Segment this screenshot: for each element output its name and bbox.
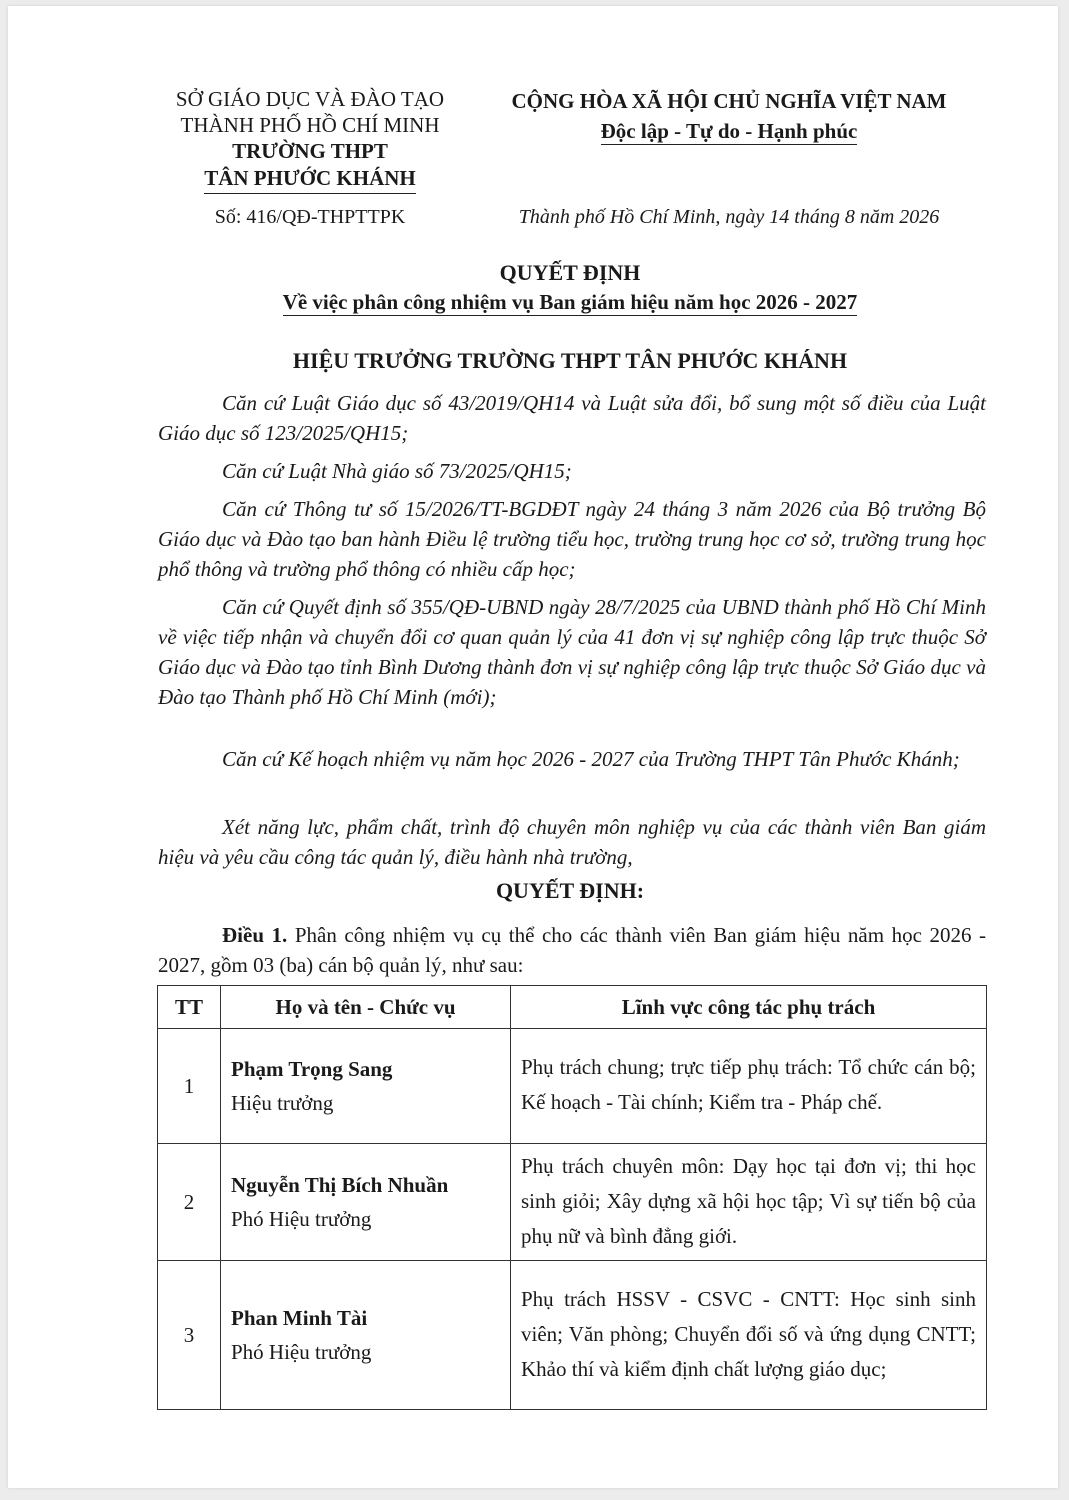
national-motto: Độc lập - Tự do - Hạnh phúc [600,119,858,143]
legal-basis-2: Căn cứ Luật Nhà giáo số 73/2025/QH15; [222,459,572,483]
header-name-position: Họ và tên - Chức vụ [221,986,511,1029]
document-subject: Về việc phân công nhiệm vụ Ban giám hiệu năm học 2026 - 2027 [282,290,858,314]
row-number: 3 [158,1261,221,1410]
consideration-clause: Xét năng lực, phẩm chất, trình độ chuyên môn nghiệp vụ của các thành viên Ban giám hiệu và yêu cầu công tác quản lý, điều hành nhà trường, [158,815,986,869]
country-name: CỘNG HÒA XÃ HỘI CHỦ NGHĨA VIỆT NAM [511,89,947,113]
document-subject-wrap [150,290,990,316]
article-1 [158,920,986,980]
duty-cell: Phụ trách chuyên môn: Dạy học tại đơn vị; thi học sinh giỏi; Xây dựng xã hội học tập; Vì sự tiến bộ của phụ nữ và bình đẳng giới. [511,1144,987,1261]
row-number: 1 [158,1029,221,1144]
table-row [158,1029,987,1144]
table-row [158,1144,987,1261]
legal-basis-3: Căn cứ Thông tư số 15/2026/TT-BGDĐT ngày 24 tháng 3 năm 2026 của Bộ trưởng Bộ Giáo dục và Đào tạo ban hành Điều lệ trường tiểu học, trường trung học cơ sở, trường trung học phổ thông và trường phổ thông có nhiều cấp học; [158,497,986,581]
member-position: Phó Hiệu trưởng [231,1340,372,1364]
assignment-table [157,985,987,1410]
issuing-authority [150,86,470,194]
member-position: Phó Hiệu trưởng [231,1207,372,1231]
member-name: Nguyễn Thị Bích Nhuần [231,1173,449,1197]
member-cell [221,1144,511,1261]
document-title: QUYẾT ĐỊNH [499,260,641,285]
duty-cell: Phụ trách HSSV - CSVC - CNTT: Học sinh sinh viên; Văn phòng; Chuyển đổi số và ứng dụng CNTT; Khảo thí và kiểm định chất lượng giáo dục; [511,1261,987,1410]
document-number: Số: 416/QĐ-THPTTPK [214,206,406,228]
header-duty: Lĩnh vực công tác phụ trách [511,986,987,1029]
issuing-position: HIỆU TRƯỞNG TRƯỜNG THPT TÂN PHƯỚC KHÁNH [292,348,848,373]
school-line-2: TÂN PHƯỚC KHÁNH [204,165,416,194]
school-line-1: TRƯỜNG THPT [232,139,388,163]
school-line-2-wrap [150,165,470,194]
table-header-row [158,986,987,1029]
legal-basis-1: Căn cứ Luật Giáo dục số 43/2019/QH14 và Luật sửa đổi, bổ sung một số điều của Luật Giáo dục số 123/2025/QH15; [158,391,986,445]
member-name: Phạm Trọng Sang [231,1057,393,1081]
org-line-2: THÀNH PHỐ HỒ CHÍ MINH [180,113,440,137]
legal-basis-5: Căn cứ Kế hoạch nhiệm vụ năm học 2026 - 2027 của Trường THPT Tân Phước Khánh; [222,747,960,771]
national-heading [470,86,988,146]
article-1-text: Phân công nhiệm vụ cụ thể cho các thành viên Ban giám hiệu năm học 2026 - 2027, gồm 03 (ba) cán bộ quản lý, như sau: [158,923,987,977]
member-cell [221,1029,511,1144]
member-position: Hiệu trưởng [231,1091,334,1115]
row-number: 2 [158,1144,221,1261]
member-name: Phan Minh Tài [231,1306,368,1330]
header-tt: TT [158,986,221,1029]
member-cell [221,1261,511,1410]
place-and-date: Thành phố Hồ Chí Minh, ngày 14 tháng 8 năm 2026 [518,206,940,228]
table-row [158,1261,987,1410]
org-line-1: SỞ GIÁO DỤC VÀ ĐÀO TẠO [175,87,445,111]
duty-cell: Phụ trách chung; trực tiếp phụ trách: Tổ chức cán bộ; Kế hoạch - Tài chính; Kiểm tra - Pháp chế. [511,1029,987,1144]
decision-heading: QUYẾT ĐỊNH: [495,878,645,903]
legal-basis-4: Căn cứ Quyết định số 355/QĐ-UBND ngày 28/7/2025 của UBND thành phố Hồ Chí Minh về việc tiếp nhận và chuyển đổi cơ quan quản lý của 41 đơn vị sự nghiệp công lập trực thuộc Sở Giáo dục và Đào tạo tỉnh Bình Dương thành đơn vị sự nghiệp công lập trực thuộc Sở Giáo dục và Đào tạo Thành phố Hồ Chí Minh (mới); [158,595,986,709]
article-1-label: Điều 1. [222,923,288,947]
